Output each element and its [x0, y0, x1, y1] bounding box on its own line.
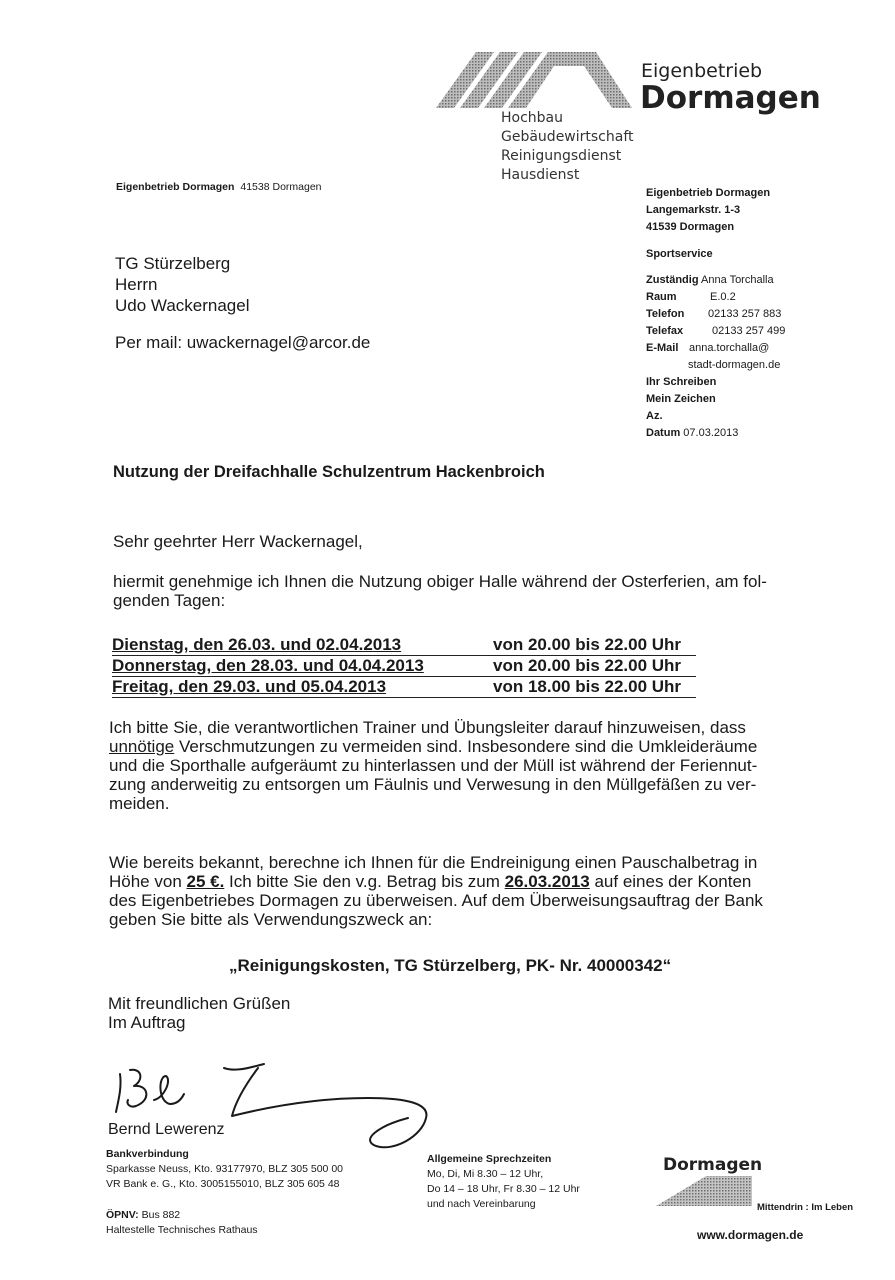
sender-name: Eigenbetrieb Dormagen [646, 187, 771, 199]
bank-details [106, 1147, 343, 1192]
date-row-days: Freitag, den 29.03. und 05.04.2013 [112, 677, 387, 696]
return-address-name: Eigenbetrieb Dormagen [116, 181, 235, 193]
division-hochbau: Hochbau [501, 110, 564, 126]
intro-line-1: hiermit genehmige ich Ihnen die Nutzung obiger Halle während der Osterferien, am fol- [113, 572, 767, 591]
date-row-thursday [112, 656, 696, 677]
logo-graphic [436, 52, 636, 112]
date-row-tuesday [112, 635, 696, 656]
room-value: E.0.2 [710, 291, 736, 303]
contact-person-value: Anna Torchalla [701, 274, 774, 286]
file-ref-label: Az. [646, 410, 663, 422]
date-row-time: von 20.00 bis 22.00 Uhr [493, 656, 682, 675]
division-hausdienst: Hausdienst [501, 167, 580, 183]
footer-slogan: Mittendrin : Im Leben [757, 1202, 854, 1213]
sender-department: Sportservice [646, 248, 713, 260]
instructions-line-3: und die Sporthalle aufgeräumt zu hinterlassen und der Müll ist während der Feriennut- [109, 756, 758, 775]
bank-title: Bankverbindung [106, 1148, 189, 1160]
closing [108, 994, 290, 1032]
date-row-time: von 18.00 bis 22.00 Uhr [493, 677, 682, 696]
office-hours [427, 1152, 580, 1212]
your-letter-label: Ihr Schreiben [646, 376, 717, 388]
date-value: 07.03.2013 [683, 427, 739, 439]
office-hours-3: und nach Vereinbarung [427, 1198, 536, 1210]
due-date: 26.03.2013 [504, 872, 590, 891]
transport-stop: Haltestelle Technisches Rathaus [106, 1224, 258, 1236]
instructions-line-1: Ich bitte Sie, die verantwortlichen Trainer und Übungsleiter darauf hinzuweisen, dass [109, 718, 746, 737]
payment-reference: „Reinigungskosten, TG Stürzelberg, PK- Nr. 40000342“ [229, 956, 672, 975]
date: Datum 07.03.2013 [646, 427, 739, 439]
payment-line-2: Höhe von 25 €. Ich bitte Sie den v.g. Betrag bis zum 26.03.2013 auf eines der Konten [109, 872, 752, 891]
recipient-salutation: Herrn [115, 275, 158, 294]
our-ref-label: Mein Zeichen [646, 393, 716, 405]
subject-line: Nutzung der Dreifachhalle Schulzentrum Hackenbroich [113, 463, 545, 481]
sender-city: 41539 Dormagen [646, 221, 735, 233]
recipient-club: TG Stürzelberg [115, 254, 231, 273]
recipient-mail: Per mail: uwackernagel@arcor.de [115, 333, 371, 352]
room: Raum E.0.2 [646, 291, 736, 303]
footer-website: www.dormagen.de [697, 1228, 804, 1242]
bank-account-2: VR Bank e. G., Kto. 3005155010, BLZ 305 605 48 [106, 1178, 340, 1190]
intro-paragraph [113, 572, 767, 610]
transport-label: ÖPNV: [106, 1209, 139, 1221]
fax-value: 02133 257 499 [712, 325, 786, 337]
return-address [116, 180, 322, 195]
logo-line-2: Dormagen [640, 80, 821, 116]
footer-logo-graphic [656, 1172, 756, 1208]
office-hours-1: Mo, Di, Mi 8.30 – 12 Uhr, [427, 1168, 544, 1180]
contact-person: Zuständig Anna Torchalla [646, 274, 774, 286]
office-hours-title: Allgemeine Sprechzeiten [427, 1153, 552, 1165]
signer-name: Bernd Lewerenz [108, 1121, 225, 1138]
division-gebaeudewirtschaft: Gebäudewirtschaft [501, 129, 634, 145]
date-row-days: Donnerstag, den 28.03. und 04.04.2013 [112, 656, 424, 675]
instructions-paragraph [109, 718, 757, 813]
recipient-block [115, 253, 370, 353]
transport-line: Bus 882 [141, 1209, 181, 1221]
bank-account-1: Sparkasse Neuss, Kto. 93177970, BLZ 305 500 00 [106, 1163, 343, 1175]
public-transport [106, 1208, 258, 1238]
payment-line-4: geben Sie bitte als Verwendungszweck an: [109, 910, 433, 929]
instructions-line-2: unnötige Verschmutzungen zu vermeiden sind. Insbesondere sind die Umkleideräume [109, 737, 758, 756]
email: E-Mail anna.torchalla@ [646, 342, 770, 354]
date-row-time: von 20.00 bis 22.00 Uhr [493, 635, 682, 654]
division-list [501, 109, 634, 185]
sender-block [646, 185, 886, 442]
email-value-2: stadt-dormagen.de [688, 359, 781, 371]
salutation: Sehr geehrter Herr Wackernagel, [113, 532, 363, 551]
sender-street: Langemarkstr. 1-3 [646, 204, 741, 216]
payment-line-1: Wie bereits bekannt, berechne ich Ihnen für die Endreinigung einen Pauschalbetrag in [109, 853, 758, 872]
return-address-city: 41538 Dormagen [240, 181, 322, 193]
payment-line-3: des Eigenbetriebes Dormagen zu überweisen. Auf dem Überweisungsauftrag der Bank [109, 891, 763, 910]
footer-logo-name: Dormagen [663, 1155, 763, 1175]
closing-on-behalf: Im Auftrag [108, 1013, 186, 1032]
payment-paragraph [109, 853, 763, 929]
logo-line-1: Eigenbetrieb [641, 60, 763, 82]
emphasis-unnoetige: unnötige [109, 737, 175, 756]
date-row-friday [112, 677, 696, 698]
date-row-days: Dienstag, den 26.03. und 02.04.2013 [112, 635, 402, 654]
email-value-1: anna.torchalla@ [689, 342, 770, 354]
phone: Telefon 02133 257 883 [646, 308, 782, 320]
intro-line-2: genden Tagen: [113, 591, 226, 610]
instructions-line-4: zung anderweitig zu entsorgen um Fäulnis und Verwesung in den Müllgefäßen zu ver- [109, 775, 757, 794]
closing-greeting: Mit freundlichen Grüßen [108, 994, 291, 1013]
office-hours-2: Do 14 – 18 Uhr, Fr 8.30 – 12 Uhr [427, 1183, 580, 1195]
recipient-name: Udo Wackernagel [115, 296, 250, 315]
division-reinigungsdienst: Reinigungsdienst [501, 148, 622, 164]
handwritten-signature [108, 1060, 443, 1160]
fax: Telefax 02133 257 499 [646, 325, 786, 337]
amount: 25 €. [186, 872, 225, 891]
phone-value: 02133 257 883 [708, 308, 782, 320]
instructions-line-5: meiden. [109, 794, 170, 813]
